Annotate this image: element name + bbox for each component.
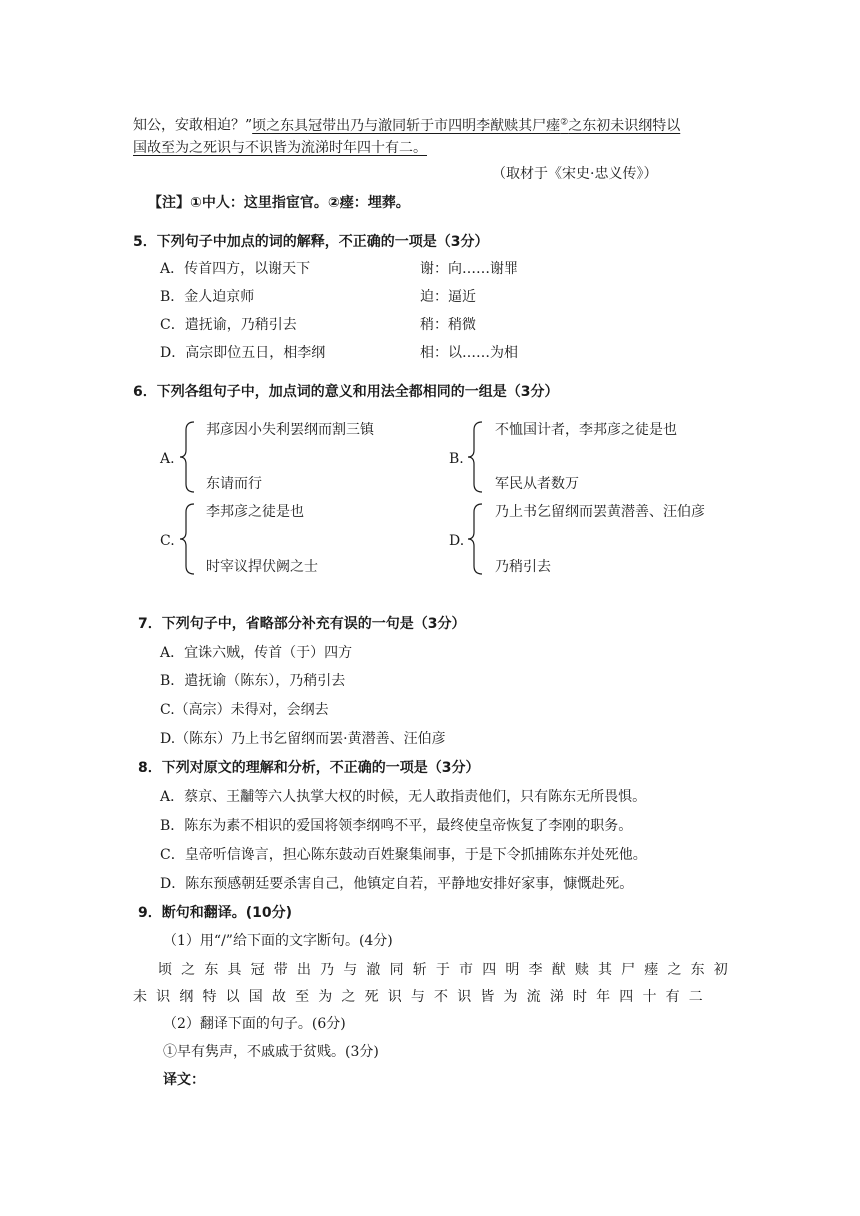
q9-char: 东 bbox=[204, 962, 219, 978]
q9-title: 9．断句和翻译。(10分) bbox=[138, 905, 293, 921]
q9-char: 瘗 bbox=[644, 962, 659, 978]
q6-group-c-letter: C. bbox=[160, 533, 175, 549]
passage-line-1-text: 顷之东具冠带出乃与澈同斩于市四明李猷赎其尸瘗 bbox=[252, 117, 561, 134]
q6-group-a-brace bbox=[180, 420, 196, 494]
q8-option-b: B．陈东为素不相识的爱国将领李纲鸣不平，最终使皇帝恢复了李刚的职务。 bbox=[160, 818, 633, 834]
q9-char: 国 bbox=[248, 989, 263, 1005]
q5-gloss-c: 稍：稍微 bbox=[420, 317, 476, 333]
q8-option-a: A．蔡京、王黼等六人执掌大权的时候，无人敢指责他们，只有陈东无所畏惧。 bbox=[160, 789, 647, 805]
q9-char: 之 bbox=[341, 989, 356, 1005]
q9-char: 识 bbox=[156, 989, 171, 1005]
q7-option-d: D.（陈东）乃上书乞留纲而罢·黄潜善、汪伯彦 bbox=[160, 731, 446, 747]
q9-char: 流 bbox=[526, 989, 541, 1005]
footnote-marker: ② bbox=[560, 117, 569, 127]
q5-gloss-b: 迫：逼近 bbox=[420, 289, 476, 305]
q9-char: 尸 bbox=[621, 962, 636, 978]
q9-char: 未 bbox=[133, 989, 147, 1005]
q9-char: 皆 bbox=[480, 989, 495, 1005]
q9-char: 涕 bbox=[549, 989, 564, 1005]
q9-char: 李 bbox=[528, 962, 543, 978]
q6-group-a-sentence-2: 东请而行 bbox=[206, 476, 262, 492]
q9-char: 有 bbox=[665, 989, 680, 1005]
q9-char: 初 bbox=[713, 962, 728, 978]
q8-title: 8．下列对原文的理解和分析，不正确的一项是（3分） bbox=[138, 760, 480, 776]
q9-char: 其 bbox=[597, 962, 612, 978]
q9-char: 与 bbox=[410, 989, 425, 1005]
q6-group-d-letter: D. bbox=[449, 533, 465, 549]
q9-char: 识 bbox=[387, 989, 402, 1005]
q9-char: 澈 bbox=[366, 962, 381, 978]
passage-line-1-underlined bbox=[252, 118, 680, 134]
q7-option-b: B．遣抚谕（陈东），乃稍引去 bbox=[160, 673, 346, 689]
q9-char-row-2 bbox=[133, 987, 703, 1007]
q9-char: 识 bbox=[457, 989, 472, 1005]
q8-option-c: C．皇帝听信谗言，担心陈东鼓动百姓聚集闹事，于是下令抓捕陈东并处死他。 bbox=[160, 847, 647, 863]
q9-char: 纲 bbox=[179, 989, 194, 1005]
q5-option-b: B．金人迫京师 bbox=[160, 289, 255, 305]
passage-line-1-lead: 知公，安敢相迫？” bbox=[133, 117, 253, 134]
q9-item-1: ①早有隽声，不戚戚于贫贱。(3分) bbox=[163, 1044, 379, 1060]
q9-char: 市 bbox=[459, 962, 474, 978]
q9-char: 于 bbox=[435, 962, 450, 978]
q9-char: 二 bbox=[688, 989, 703, 1005]
q9-char: 故 bbox=[271, 989, 286, 1005]
passage-line-1 bbox=[133, 112, 680, 136]
q6-group-b-letter: B. bbox=[449, 451, 464, 467]
q6-group-b-sentence-1: 不恤国计者，李邦彦之徒是也 bbox=[495, 422, 677, 438]
q9-char: 出 bbox=[296, 962, 311, 978]
q6-group-d-sentence-2: 乃稍引去 bbox=[495, 559, 551, 575]
q9-char: 以 bbox=[225, 989, 240, 1005]
q6-group-d-sentence-1: 乃上书乞留纲而罢黄潜善、汪伯彦 bbox=[495, 504, 705, 520]
q9-char: 明 bbox=[505, 962, 520, 978]
q9-char: 至 bbox=[295, 989, 310, 1005]
q9-char: 东 bbox=[690, 962, 705, 978]
q9-sub-2: （2）翻译下面的句子。(6分) bbox=[163, 1016, 346, 1032]
q9-char: 时 bbox=[572, 989, 587, 1005]
q9-char: 为 bbox=[503, 989, 518, 1005]
q9-char: 猷 bbox=[551, 962, 566, 978]
q9-char: 特 bbox=[202, 989, 217, 1005]
q5-option-c: C．遣抚谕，乃稍引去 bbox=[160, 317, 297, 333]
q9-char: 冠 bbox=[250, 962, 265, 978]
q5-option-a: A．传首四方，以谢天下 bbox=[160, 261, 311, 277]
q5-option-d: D．高宗即位五日，相李纲 bbox=[160, 345, 326, 361]
q5-title: 5．下列句子中加点的词的解释，不正确的一项是（3分） bbox=[133, 234, 489, 250]
passage-line-1-tail: 之东初未识纲特以 bbox=[568, 117, 681, 134]
q9-char: 同 bbox=[389, 962, 404, 978]
q9-char: 十 bbox=[642, 989, 657, 1005]
q9-char: 带 bbox=[273, 962, 288, 978]
q6-title: 6．下列各组句子中，加点词的意义和用法全都相同的一组是（3分） bbox=[133, 384, 559, 400]
annotation-note: 【注】①中人：这里指宦官。②瘗：埋葬。 bbox=[148, 195, 410, 211]
q6-group-b-brace bbox=[468, 420, 484, 494]
q9-char: 死 bbox=[364, 989, 379, 1005]
q9-char: 乃 bbox=[320, 962, 335, 978]
q9-char: 之 bbox=[667, 962, 682, 978]
answer-label: 译文： bbox=[163, 1072, 205, 1088]
q9-char: 之 bbox=[181, 962, 196, 978]
q9-char: 年 bbox=[596, 989, 611, 1005]
q8-option-d: D．陈东预感朝廷要杀害自己，他镇定自若，平静地安排好家事，慷慨赴死。 bbox=[160, 876, 634, 892]
q9-char: 赎 bbox=[574, 962, 589, 978]
q5-gloss-d: 相：以……为相 bbox=[420, 345, 518, 361]
q6-group-c-sentence-1: 李邦彦之徒是也 bbox=[206, 504, 304, 520]
q9-char: 不 bbox=[434, 989, 449, 1005]
q9-char: 为 bbox=[318, 989, 333, 1005]
q6-group-b-sentence-2: 军民从者数万 bbox=[495, 476, 579, 492]
q9-char-row-1 bbox=[158, 960, 728, 980]
q9-char: 具 bbox=[227, 962, 242, 978]
q7-option-a: A．宜诛六贼，传首（于）四方 bbox=[160, 645, 353, 661]
q9-char: 四 bbox=[619, 989, 634, 1005]
q9-char: 四 bbox=[482, 962, 497, 978]
q9-sub-1: （1）用“/”给下面的文字断句。(4分) bbox=[163, 933, 393, 949]
q5-gloss-a: 谢：向……谢罪 bbox=[420, 261, 518, 277]
q9-char: 顷 bbox=[158, 962, 172, 978]
q7-title: 7．下列句子中，省略部分补充有误的一句是（3分） bbox=[138, 616, 466, 632]
q9-char: 与 bbox=[343, 962, 358, 978]
q9-char: 斩 bbox=[412, 962, 427, 978]
q6-group-a-sentence-1: 邦彦因小失利罢纲而割三镇 bbox=[206, 422, 374, 438]
q7-option-c: C.（高宗）未得对，会纲去 bbox=[160, 702, 329, 718]
source-citation: （取材于《宋史·忠义传》） bbox=[492, 166, 658, 182]
q6-group-c-brace bbox=[180, 502, 196, 576]
q6-group-d-brace bbox=[468, 502, 484, 576]
passage-line-2: 国故至为之死识与不识皆为流涕时年四十有二。 bbox=[133, 140, 427, 156]
q6-group-c-sentence-2: 时宰议捍伏阙之士 bbox=[206, 559, 318, 575]
q6-group-a-letter: A. bbox=[160, 451, 175, 467]
